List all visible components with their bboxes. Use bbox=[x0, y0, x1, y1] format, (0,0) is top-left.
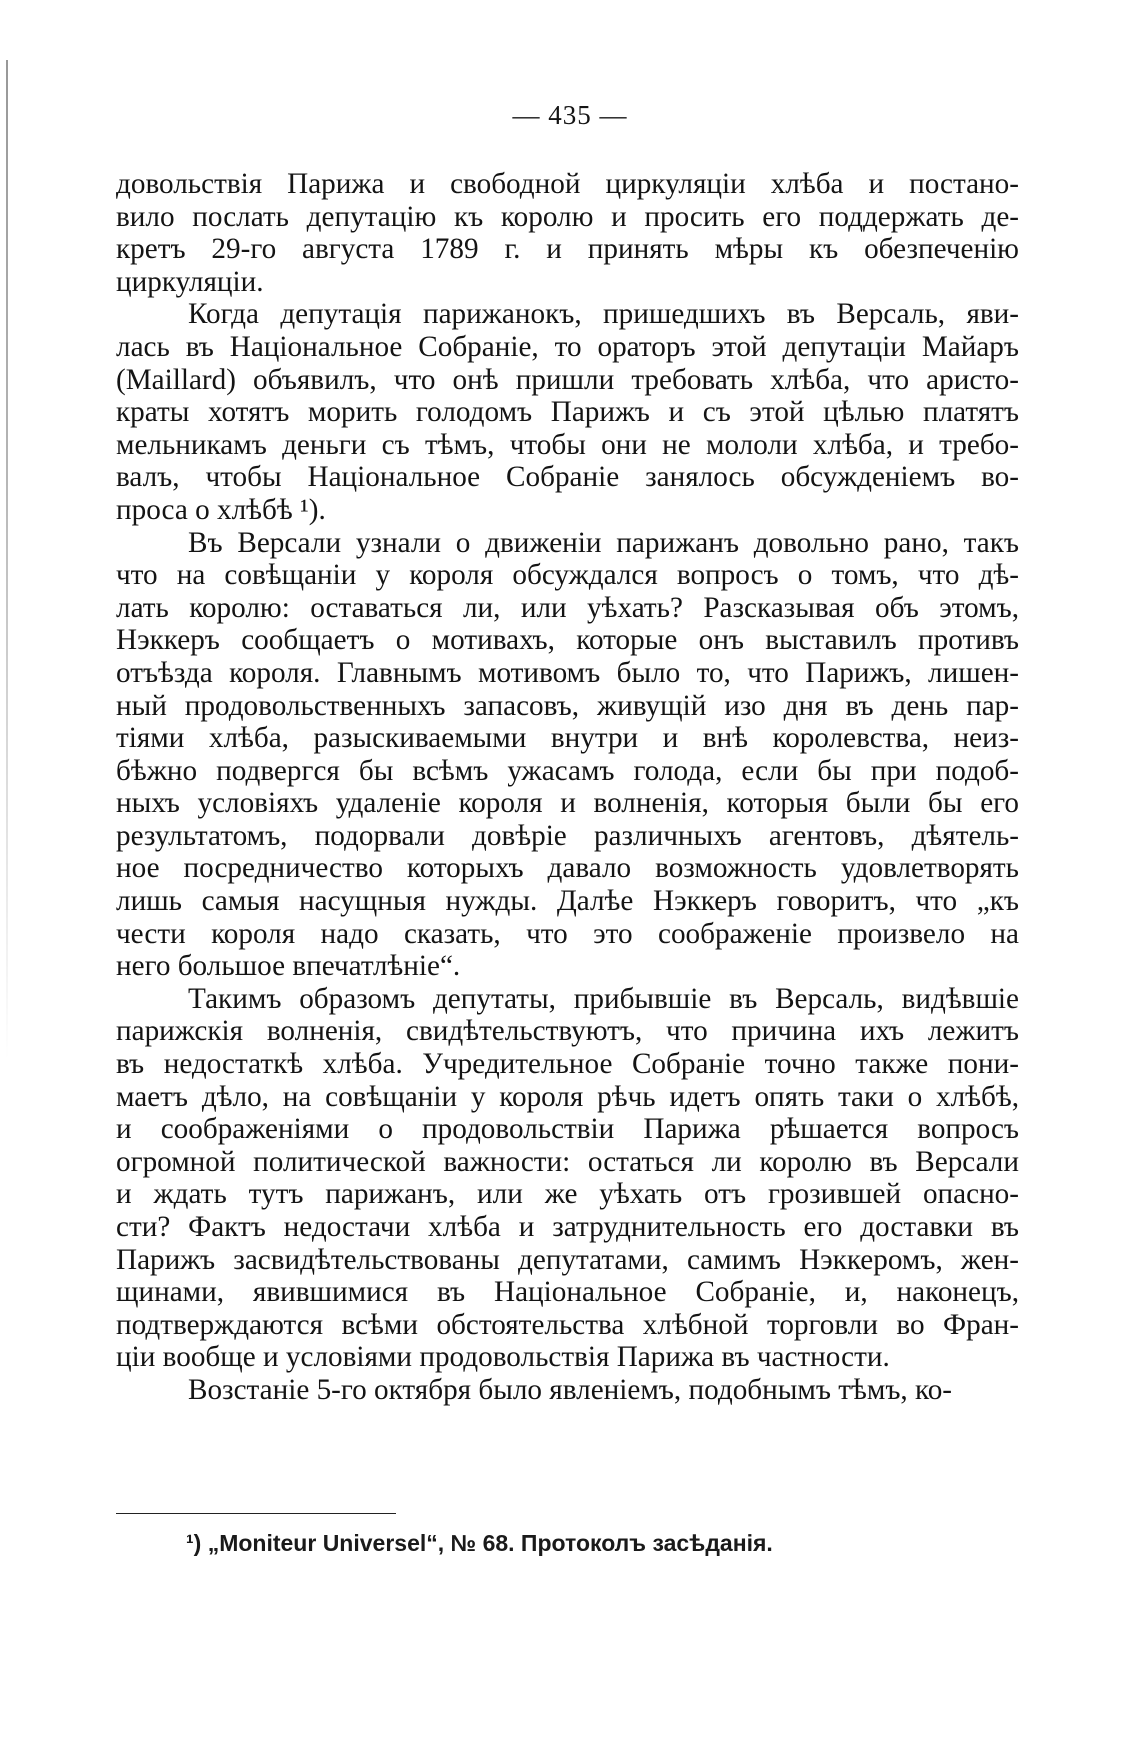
text-line: Возстаніе 5-го октября было явленіемъ, подобнымъ тѣмъ, ко- bbox=[188, 1373, 953, 1406]
text-line: лать королю: оставаться ли, или уѣхать? Разсказывая объ этомъ, bbox=[116, 591, 1019, 624]
text-line: ный продовольственныхъ запасовъ, живущій изо дня въ день пар- bbox=[116, 689, 1019, 722]
text-line: тіями хлѣба, разыскиваемыми внутри и внѣ королевства, неиз- bbox=[116, 722, 1019, 755]
text-line: отъѣзда короля. Главнымъ мотивомъ было то, что Парижъ, лишен- bbox=[116, 656, 1019, 689]
text-line: чести короля надо сказать, что это соображеніе произвело на bbox=[116, 917, 1019, 950]
text-line: бѣжно подвергся бы всѣмъ ужасамъ голода, если бы при подоб- bbox=[116, 754, 1019, 787]
text-line: результатомъ, подорвали довѣріе различныхъ агентовъ, дѣятель- bbox=[116, 819, 1019, 852]
text-line: Нэккеръ сообщаетъ о мотивахъ, которые онъ выставилъ противъ bbox=[116, 624, 1019, 657]
text-line: огромной политической важности: остаться ли королю въ Версали bbox=[116, 1145, 1019, 1178]
text-line: Въ Версали узнали о движеніи парижанъ довольно рано, такъ bbox=[188, 526, 1019, 559]
text-line: въ недостаткѣ хлѣба. Учредительное Собраніе точно также пони- bbox=[116, 1048, 1019, 1081]
paragraph bbox=[116, 1374, 1019, 1407]
text-line: проса о хлѣбѣ ¹). bbox=[116, 493, 326, 526]
text-line: Когда депутація парижанокъ, пришедшихъ въ Версаль, яви- bbox=[188, 298, 1019, 331]
text-line: Такимъ образомъ депутаты, прибывшіе въ Версаль, видѣвшіе bbox=[188, 982, 1019, 1015]
text-line: и ждать тутъ парижанъ, или же уѣхать отъ грозившей опасно- bbox=[116, 1178, 1019, 1211]
text-line: ное посредничество которыхъ давало возможность удовлетворять bbox=[116, 852, 1019, 885]
main-text bbox=[116, 168, 1019, 1407]
text-line: лишь самыя насущныя нужды. Далѣе Нэккеръ говоритъ, что „къ bbox=[116, 885, 1019, 918]
text-line: ціи вообще и условіями продовольствія Парижа въ частности. bbox=[116, 1341, 890, 1374]
text-line: лась въ Національное Собраніе, то ораторъ этой депутаціи Майаръ bbox=[116, 330, 1019, 363]
page-number: — 435 — bbox=[512, 100, 628, 130]
text-line: валъ, чтобы Національное Собраніе занялось обсужденіемъ во- bbox=[116, 461, 1019, 494]
footnote: ¹) „Moniteur Universel“, № 68. Протоколъ засѣданія. bbox=[186, 1530, 773, 1556]
text-line: (Maillard) объявилъ, что онѣ пришли требовать хлѣба, что аристо- bbox=[116, 363, 1019, 396]
paragraph bbox=[116, 168, 1019, 298]
text-line: парижскія волненія, свидѣтельствуютъ, что причина ихъ лежитъ bbox=[116, 1015, 1019, 1048]
footnote-divider bbox=[116, 1513, 396, 1514]
text-line: краты хотятъ морить голодомъ Парижъ и съ этой цѣлью платятъ bbox=[116, 396, 1019, 429]
text-line: него большое впечатлѣніе“. bbox=[116, 950, 461, 983]
page-binding-shadow bbox=[6, 60, 8, 1060]
text-line: ныхъ условіяхъ удаленіе короля и волненія, которыя были бы его bbox=[116, 787, 1019, 820]
text-line: что на совѣщаніи у короля обсуждался вопросъ о томъ, что дѣ- bbox=[116, 559, 1019, 592]
paragraph bbox=[116, 298, 1019, 526]
text-line: вило послать депутацію къ королю и просить его поддержать де- bbox=[116, 200, 1019, 233]
text-line: довольствія Парижа и свободной циркуляціи хлѣба и постано- bbox=[116, 168, 1019, 200]
paragraph bbox=[116, 527, 1019, 983]
text-line: сти? Фактъ недостачи хлѣба и затруднительность его доставки въ bbox=[116, 1211, 1019, 1243]
text-line: циркуляціи. bbox=[116, 265, 264, 298]
text-line: маетъ дѣло, на совѣщаніи у короля рѣчь идетъ опять таки о хлѣбѣ, bbox=[116, 1080, 1019, 1113]
text-line: кретъ 29-го августа 1789 г. и принять мѣры къ обезпеченію bbox=[116, 233, 1019, 266]
text-line: Парижъ засвидѣтельствованы депутатами, самимъ Нэккеромъ, жен- bbox=[116, 1243, 1019, 1276]
text-line: подтверждаются всѣми обстоятельства хлѣбной торговли во Фран- bbox=[116, 1308, 1019, 1341]
text-line: щинами, явившимися въ Національное Собраніе, и, наконецъ, bbox=[116, 1276, 1019, 1309]
text-line: мельникамъ деньги съ тѣмъ, чтобы они не мололи хлѣба, и требо- bbox=[116, 428, 1019, 461]
text-line: и соображеніями о продовольствіи Парижа рѣшается вопросъ bbox=[116, 1113, 1019, 1146]
paragraph bbox=[116, 983, 1019, 1374]
